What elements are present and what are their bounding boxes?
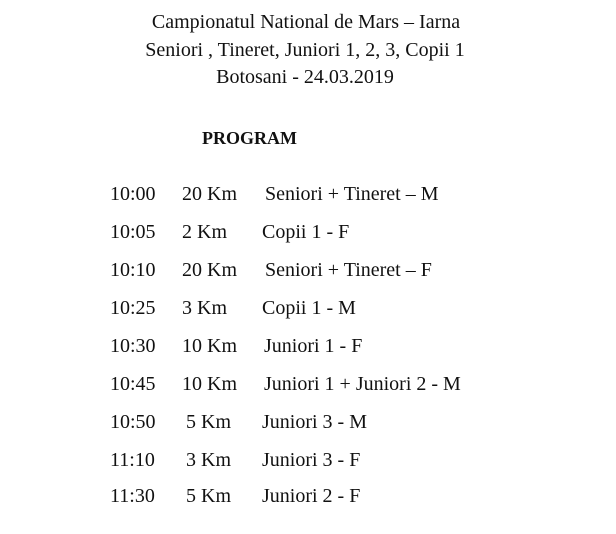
category: Juniori 1 + Juniori 2 - M — [264, 373, 461, 395]
location-date: Botosani - 24.03.2019 — [216, 66, 394, 88]
distance: 5 Km — [186, 485, 231, 507]
distance: 2 Km — [182, 221, 227, 243]
schedule-row — [0, 372, 616, 396]
start-time: 10:50 — [110, 411, 156, 433]
category: Juniori 3 - F — [262, 449, 361, 471]
schedule-row — [0, 182, 616, 206]
distance: 5 Km — [186, 411, 231, 433]
category: Juniori 1 - F — [264, 335, 363, 357]
start-time: 10:45 — [110, 373, 156, 395]
schedule-row — [0, 484, 616, 508]
schedule-row — [0, 296, 616, 320]
category: Copii 1 - M — [262, 297, 356, 319]
distance: 10 Km — [182, 335, 237, 357]
category: Juniori 3 - M — [262, 411, 367, 433]
schedule-row — [0, 258, 616, 282]
distance: 20 Km — [182, 259, 237, 281]
start-time: 10:30 — [110, 335, 156, 357]
program-heading: PROGRAM — [202, 128, 297, 148]
categories-subtitle: Seniori , Tineret, Juniori 1, 2, 3, Copii 1 — [145, 39, 465, 61]
schedule-row — [0, 220, 616, 244]
start-time: 10:10 — [110, 259, 156, 281]
championship-title: Campionatul National de Mars – Iarna — [151, 11, 461, 33]
schedule-row — [0, 448, 616, 472]
start-time: 10:25 — [110, 297, 156, 319]
category: Seniori + Tineret – M — [265, 183, 439, 205]
schedule-row — [0, 334, 616, 358]
category: Juniori 2 - F — [262, 485, 361, 507]
start-time: 10:00 — [110, 183, 156, 205]
schedule-row — [0, 410, 616, 434]
start-time: 11:10 — [110, 449, 155, 471]
distance: 10 Km — [182, 373, 237, 395]
distance: 3 Km — [186, 449, 231, 471]
category: Seniori + Tineret – F — [265, 259, 432, 281]
start-time: 10:05 — [110, 221, 156, 243]
distance: 20 Km — [182, 183, 237, 205]
start-time: 11:30 — [110, 485, 155, 507]
category: Copii 1 - F — [262, 221, 350, 243]
distance: 3 Km — [182, 297, 227, 319]
